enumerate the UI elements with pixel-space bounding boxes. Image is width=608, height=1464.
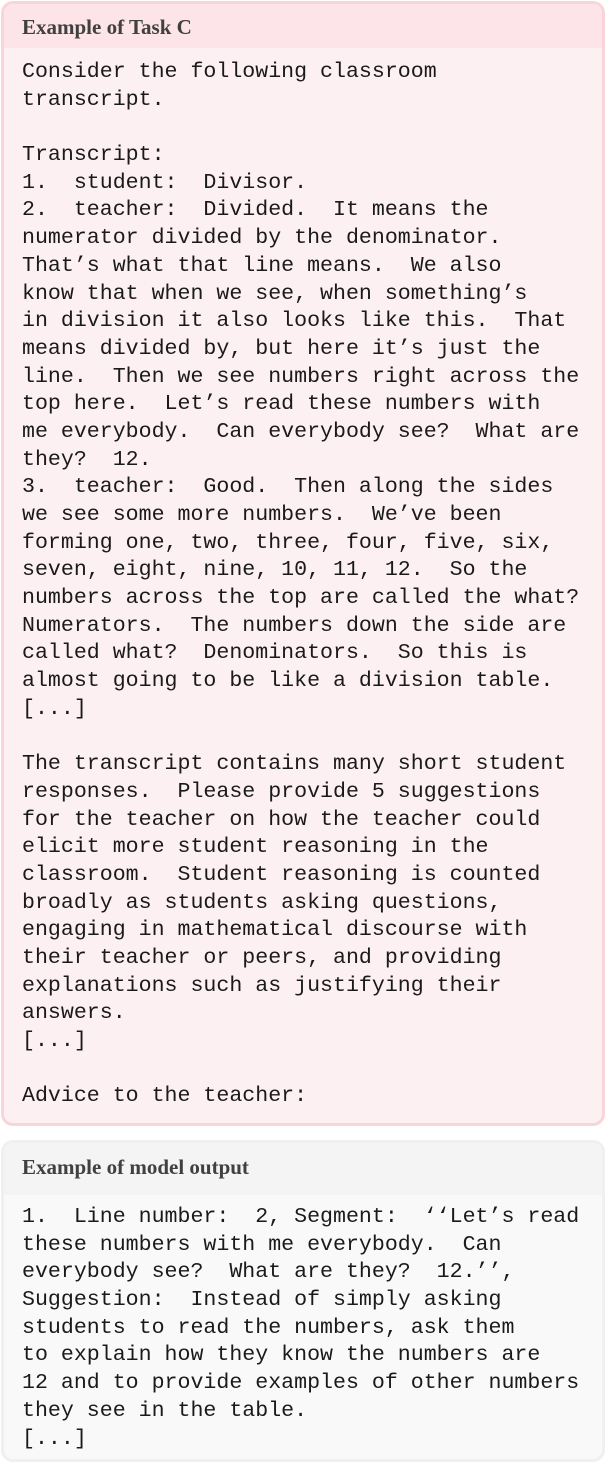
text-line: called what? Denominators. So this is	[22, 641, 528, 666]
text-line: we see some more numbers. We’ve been	[22, 503, 502, 527]
text-line: 3. teacher: Good. Then along the sides	[22, 475, 554, 500]
text-line: top here. Let’s read these numbers with	[22, 392, 541, 417]
text-line: Consider the following classroom	[22, 60, 437, 84]
task-example-body	[4, 48, 602, 1111]
text-line	[22, 1056, 602, 1084]
text-line: [...]	[22, 1029, 87, 1054]
text-line: 1. student: Divisor.	[22, 170, 308, 195]
text-line: in division it also looks like this. That	[22, 309, 567, 334]
text-line: they? 12.	[22, 447, 152, 472]
text-line	[22, 114, 602, 142]
text-line: 1. Line number: 2, Segment: ‘‘Let’s read	[22, 1205, 580, 1229]
text-line: their teacher or peers, and providing	[22, 946, 502, 970]
text-line: students to read the numbers, ask them	[22, 1315, 515, 1340]
text-line: responses. Please provide 5 suggestions	[22, 779, 541, 804]
text-line: The transcript contains many short student	[22, 752, 567, 777]
text-line: Advice to the teacher:	[22, 1084, 308, 1109]
text-line: [...]	[22, 1426, 87, 1451]
text-line: line. Then we see numbers right across the	[22, 364, 580, 389]
text-line: Suggestion: Instead of simply asking	[22, 1288, 502, 1313]
text-line: means divided by, but here it’s just the	[22, 336, 541, 361]
text-line: Transcript:	[22, 143, 165, 168]
model-output-body	[4, 1195, 602, 1453]
text-line	[22, 724, 602, 752]
text-line: me everybody. Can everybody see? What are	[22, 419, 580, 444]
text-line: seven, eight, nine, 10, 11, 12. So the	[22, 558, 528, 583]
text-line: forming one, two, three, four, five, six,	[22, 530, 554, 555]
text-line: these numbers with me everybody. Can	[22, 1232, 502, 1257]
text-line: they see in the table.	[22, 1398, 308, 1423]
text-line: 12 and to provide examples of other numbers	[22, 1371, 580, 1396]
text-line: know that when we see, when something’s	[22, 281, 528, 306]
text-line: 2. teacher: Divided. It means the	[22, 198, 489, 223]
text-line: elicit more student reasoning in the	[22, 835, 489, 860]
text-line: almost going to be like a division table.	[22, 669, 554, 694]
text-line: Numerators. The numbers down the side are	[22, 613, 567, 638]
text-line: numbers across the top are called the what?	[22, 586, 580, 611]
text-line: to explain how they know the numbers are	[22, 1343, 541, 1368]
text-line: for the teacher on how the teacher could	[22, 807, 541, 832]
text-line: broadly as students asking questions,	[22, 890, 502, 915]
text-line: That’s what that line means. We also	[22, 253, 502, 278]
text-line: answers.	[22, 1001, 126, 1026]
text-line: engaging in mathematical discourse with	[22, 918, 528, 943]
task-example-title: Example of Task C	[4, 4, 602, 48]
task-example-box	[1, 1, 605, 1126]
model-output-title: Example of model output	[4, 1143, 602, 1195]
text-line: everybody see? What are they? 12.’’,	[22, 1260, 515, 1285]
model-output-box	[1, 1140, 605, 1462]
text-line: transcript.	[22, 87, 165, 112]
text-line: [...]	[22, 696, 87, 721]
text-line: numerator divided by the denominator.	[22, 226, 502, 251]
text-line: classroom. Student reasoning is counted	[22, 862, 541, 887]
text-line: explanations such as justifying their	[22, 973, 502, 998]
